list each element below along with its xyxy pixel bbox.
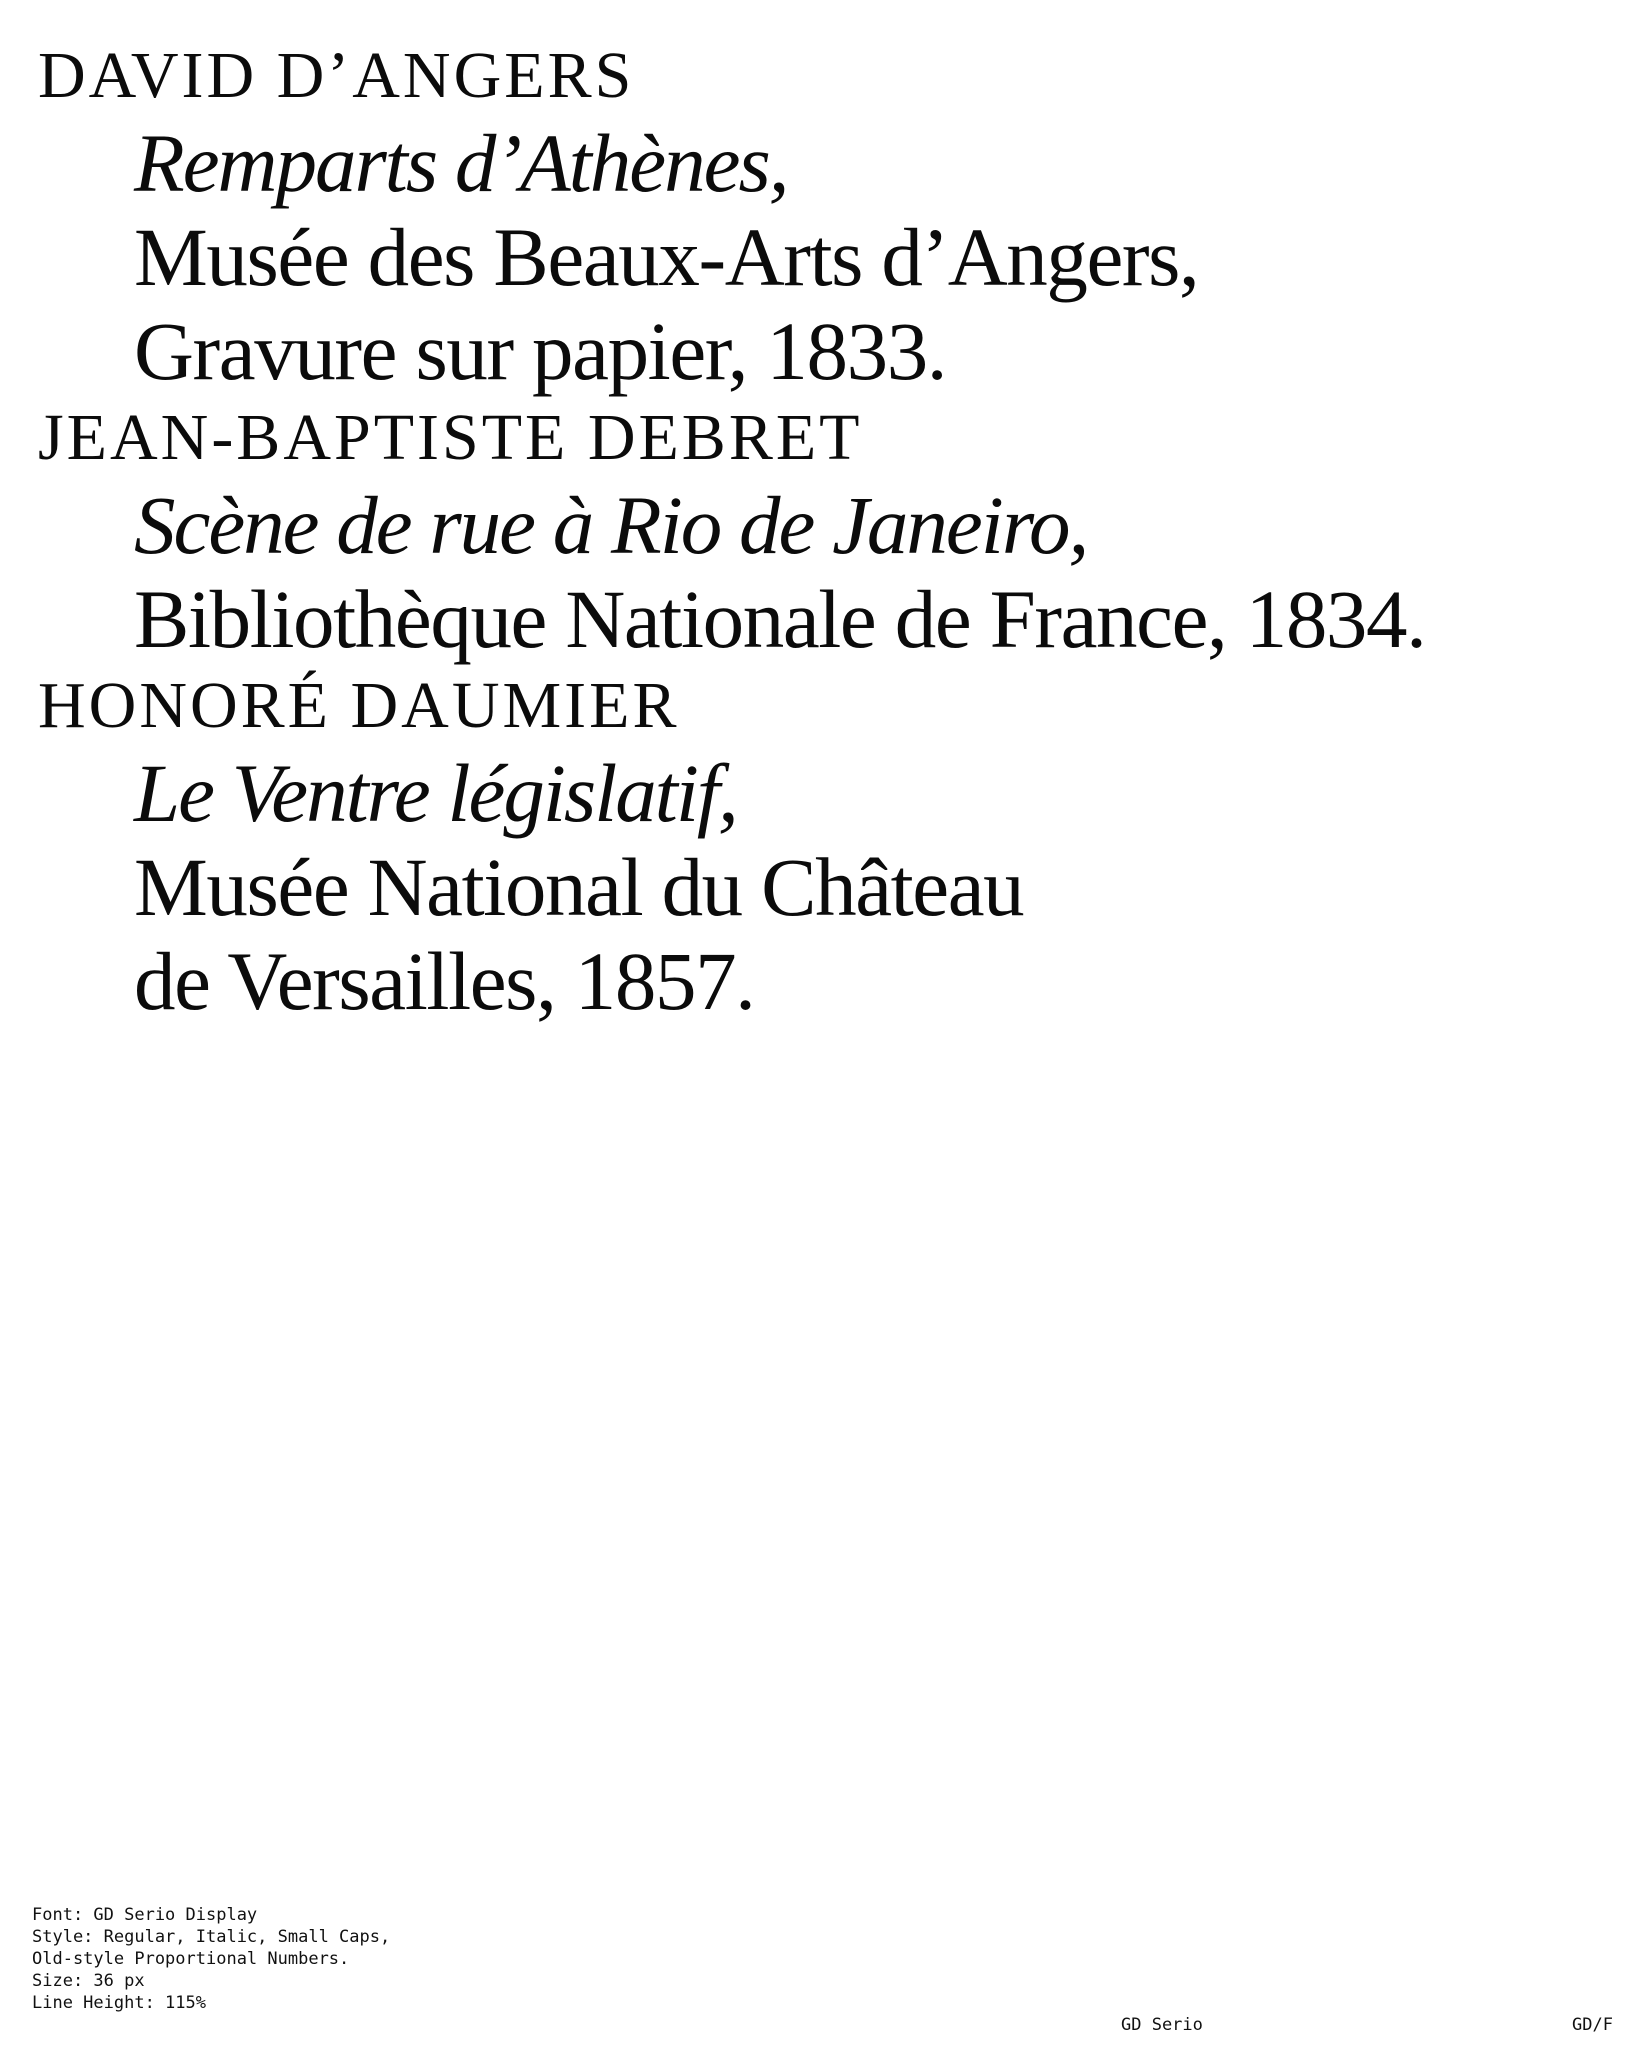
artwork-detail: Musée des Beaux-Arts d’Angers, [134,211,1199,303]
artwork-detail: Gravure sur papier, 1833. [134,305,947,397]
font-info-line: Size: 36 px [32,1971,145,1991]
artist-name: DAVID D’ANGERS [38,39,635,112]
font-info-line: Style: Regular, Italic, Small Caps, [32,1927,391,1947]
artwork-entry [134,746,1608,1028]
artwork-entry [134,116,1608,398]
artist-name: JEAN-BAPTISTE DEBRET [38,401,863,474]
font-info-line: Old-style Proportional Numbers. [32,1949,350,1969]
artwork-title: Remparts d’Athènes, [134,117,788,209]
artwork-title: Scène de rue à Rio de Janeiro, [134,479,1088,571]
artwork-detail: de Versailles, 1857. [134,935,755,1027]
font-info [32,1904,390,2014]
foundry-label: GD/F [1572,2015,1613,2035]
font-info-line: Font: GD Serio Display [32,1905,258,1925]
type-specimen [38,36,1608,1028]
artwork-entry [134,478,1608,666]
font-name-label: GD Serio [1121,2015,1203,2035]
font-info-line: Line Height: 115% [32,1993,206,2013]
artist-name: HONORÉ DAUMIER [38,669,680,742]
artwork-title: Le Ventre législatif, [134,747,737,839]
artwork-detail: Musée National du Château [134,841,1024,933]
artwork-detail: Bibliothèque Nationale de France, 1834. [134,573,1426,665]
